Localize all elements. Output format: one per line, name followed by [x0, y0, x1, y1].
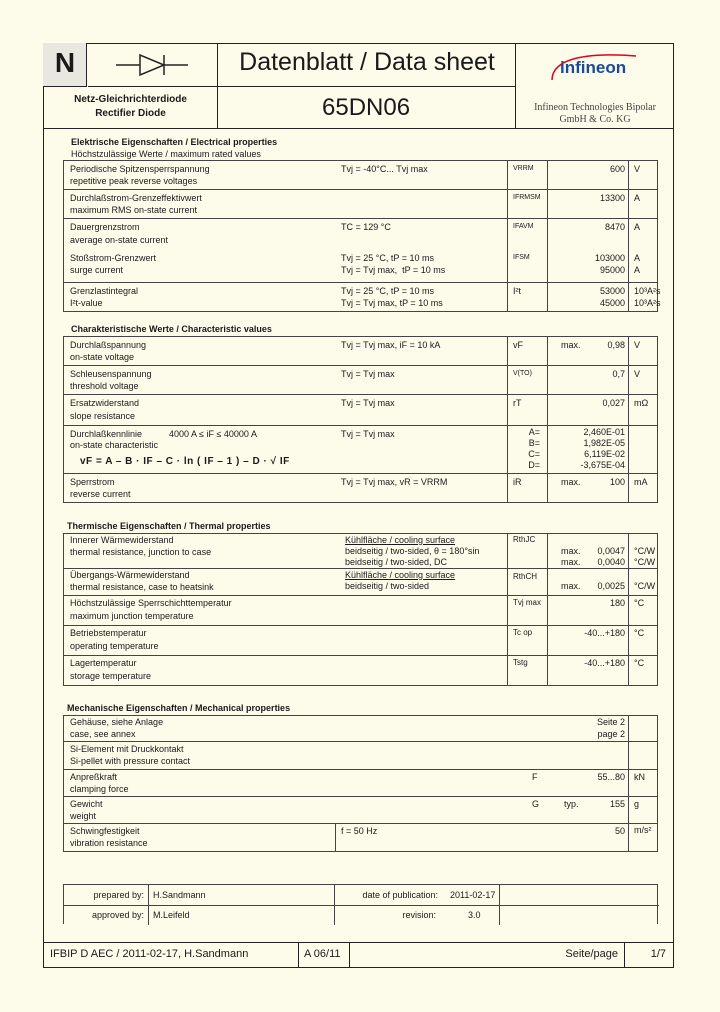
unit: V [634, 340, 641, 350]
cooling-surface-label: Kühlfläche / cooling surface [345, 535, 456, 545]
table-row [63, 568, 658, 595]
table-row [63, 473, 658, 502]
condition: beidseitig / two-sided, θ = 180°sin [345, 546, 480, 556]
value: page 2 [597, 729, 625, 739]
param-de: Innerer Wärmewiderstand [70, 535, 174, 545]
section-title-thermal: Thermische Eigenschaften / Thermal properties [67, 521, 271, 531]
value: 50 [614, 826, 625, 836]
page-number: 1/7 [650, 948, 666, 960]
unit: A [634, 265, 641, 275]
value: 13300 [599, 193, 625, 203]
col-divider [628, 160, 629, 311]
param-en: average on-state current [70, 235, 169, 245]
company-line1: Infineon Technologies Bipolar [534, 102, 656, 113]
document-code: A 06/11 [304, 948, 341, 960]
param-de: Sperrstrom [70, 477, 115, 487]
signature-row-divider [64, 905, 659, 906]
table-row [63, 796, 658, 823]
table-row [63, 715, 658, 741]
symbol: Tvj max [513, 598, 541, 607]
unit: g [634, 799, 640, 809]
unit: mΩ [634, 398, 649, 408]
col-divider [628, 533, 629, 685]
param-de: Gewicht [70, 799, 103, 809]
param-de: Periodische Spitzensperrspannung [70, 164, 210, 174]
table-row [63, 741, 658, 769]
footer-divider [349, 943, 350, 967]
characteristic-table [63, 336, 658, 503]
unit: 10³A²s [634, 298, 661, 308]
param-en: storage temperature [70, 671, 152, 681]
symbol: I²t [513, 286, 521, 296]
unit: kN [634, 772, 645, 782]
param-de: Schwingfestigkeit [70, 826, 140, 836]
param-de: Grenzlastintegral [70, 286, 139, 296]
revision-value: 3.0 [468, 910, 481, 920]
table-row [63, 160, 658, 189]
col-divider [547, 336, 548, 502]
unit: °C/W [634, 546, 656, 556]
page-title: Datenblatt / Data sheet [239, 48, 495, 76]
param-en: reverse current [70, 489, 131, 499]
document-id: IFBIP D AEC / 2011-02-17, H.Sandmann [50, 948, 249, 960]
param-de: Durchlaßstrom-Grenzeffektivwert [70, 193, 202, 203]
unit: V [634, 164, 641, 174]
table-row [63, 249, 658, 282]
param-de: Ersatzwiderstand [70, 398, 140, 408]
col-divider [507, 336, 508, 502]
unit: °C/W [634, 557, 656, 567]
param-en: threshold voltage [70, 381, 139, 391]
characteristic-formula: vF = A – B · IF – C · ln ( IF – 1 ) – D · √ IF [80, 456, 290, 467]
param-de: Lagertemperatur [70, 658, 137, 668]
table-row [63, 394, 658, 425]
coeff-value: 1,982E-05 [583, 438, 625, 448]
coeff-key: D= [528, 460, 540, 470]
company-line2: GmbH & Co. KG [559, 114, 631, 125]
condition: Tvj = 25 °C, tP = 10 ms [341, 286, 434, 296]
footer-bar [43, 942, 674, 968]
device-type-de: Netz-Gleichrichterdiode [74, 94, 187, 105]
param-en: thermal resistance, case to heatsink [70, 582, 214, 592]
condition: TC = 129 °C [341, 222, 391, 232]
symbol: VRRM [513, 165, 534, 172]
unit: °C [634, 628, 645, 638]
condition: Tvj = Tvj max, tP = 10 ms [341, 298, 443, 308]
param-en: Si-pellet with pressure contact [70, 756, 191, 766]
symbol: iR [513, 477, 522, 487]
device-type-en: Rectifier Diode [95, 108, 166, 119]
value: 0,0040 [597, 557, 625, 567]
signature-block [63, 884, 658, 924]
param-en: maximum junction temperature [70, 611, 194, 621]
param-en: operating temperature [70, 641, 159, 651]
value: 100 [609, 477, 625, 487]
diode-symbol-icon [88, 43, 218, 87]
param-de: Schleusenspannung [70, 369, 152, 379]
brand-name: infineon [560, 58, 627, 77]
table-row [63, 425, 658, 473]
current-range: 4000 A ≤ iF ≤ 40000 A [169, 429, 257, 439]
condition: Tvj = Tvj max [341, 429, 395, 439]
symbol: F [532, 772, 538, 782]
symbol: Tc op [513, 628, 533, 637]
unit: 10³A²s [634, 286, 661, 296]
table-row [63, 533, 658, 568]
param-en: maximum RMS on-state current [70, 205, 198, 215]
qualifier: max. [561, 477, 581, 487]
part-number: 65DN06 [322, 94, 411, 121]
footer-divider [298, 943, 299, 967]
value: -40...+180 [584, 658, 625, 668]
col-divider [628, 336, 629, 502]
approved-label: approved by: [91, 910, 144, 920]
approved-value: M.Leifeld [153, 910, 190, 920]
section-title-mechanical: Mechanische Eigenschaften / Mechanical properties [67, 703, 291, 713]
param-en: slope resistance [70, 411, 136, 421]
qualifier: max. [561, 340, 581, 350]
coeff-key: A= [528, 427, 540, 437]
cooling-surface-label: Kühlfläche / cooling surface [345, 570, 456, 580]
param-en: on-state characteristic [70, 440, 159, 450]
symbol: V(TO) [513, 370, 532, 377]
symbol: G [532, 799, 540, 809]
value: -40...+180 [584, 628, 625, 638]
prepared-label: prepared by: [93, 890, 144, 900]
condition: Tvj = Tvj max, tP = 10 ms [341, 265, 446, 275]
param-en: clamping force [70, 784, 129, 794]
table-row [63, 365, 658, 394]
param-de: Höchstzulässige Sperrschichttemperatur [70, 598, 232, 608]
param-de: Stoßstrom-Grenzwert [70, 253, 157, 263]
param-en: vibration resistance [70, 838, 148, 848]
page-label: Seite/page [565, 948, 618, 960]
symbol: IFAVM [513, 223, 534, 230]
section-title-electrical: Elektrische Eigenschaften / Electrical properties [71, 137, 278, 147]
param-en: repetitive peak reverse voltages [70, 176, 198, 186]
condition: Tvj = Tvj max [341, 398, 395, 408]
condition: Tvj = Tvj max [341, 369, 395, 379]
param-de: Betriebstemperatur [70, 628, 147, 638]
col-divider [335, 823, 336, 851]
value: 95000 [599, 265, 625, 275]
symbol: rT [513, 398, 522, 408]
condition: Tvj = Tvj max, vR = VRRM [341, 477, 448, 487]
unit: V [634, 369, 641, 379]
param-de: Dauergrenzstrom [70, 222, 140, 232]
value: 8470 [604, 222, 625, 232]
value: 0,0025 [597, 581, 625, 591]
param-en: I²t-value [70, 298, 103, 308]
value: 600 [609, 164, 625, 174]
unit: m/s² [634, 825, 652, 835]
col-divider [507, 533, 508, 685]
coeff-key: B= [528, 438, 540, 448]
col-divider [628, 715, 629, 851]
electrical-table [63, 160, 661, 312]
prepared-value: H.Sandmann [153, 890, 206, 900]
value: 0,98 [607, 340, 625, 350]
qualifier: max. [561, 581, 581, 591]
header-letter: N [54, 47, 76, 78]
qualifier: max. [561, 546, 581, 556]
unit: A [634, 222, 641, 232]
qualifier: max. [561, 557, 581, 567]
coeff-value: 2,460E-01 [583, 427, 625, 437]
unit: °C [634, 658, 645, 668]
param-en: on-state voltage [70, 352, 135, 362]
symbol: Tstg [513, 658, 528, 667]
coeff-key: C= [528, 449, 540, 459]
param-en: weight [70, 811, 97, 821]
revision-label: revision: [402, 910, 436, 920]
table-row [63, 189, 658, 218]
table-row [63, 625, 658, 655]
condition: f = 50 Hz [341, 826, 378, 836]
col-divider [547, 533, 548, 685]
col-divider [547, 160, 548, 311]
section-title-characteristic: Charakteristische Werte / Characteristic values [71, 324, 272, 334]
value: 0,0047 [597, 546, 625, 556]
param-de: Durchlaßkennlinie [70, 429, 143, 439]
table-row [63, 218, 658, 249]
symbol: vF [513, 340, 523, 350]
unit: A [634, 253, 641, 263]
condition: beidseitig / two-sided [345, 581, 430, 591]
value: 155 [609, 799, 625, 809]
param-de: Anpreßkraft [70, 772, 118, 782]
table-row [63, 282, 661, 311]
value: 45000 [599, 298, 625, 308]
value: Seite 2 [596, 717, 625, 727]
param-de: Gehäuse, siehe Anlage [70, 717, 164, 727]
table-row [63, 655, 658, 685]
col-divider [507, 160, 508, 311]
param-de: Durchlaßspannung [70, 340, 147, 350]
coeff-value: 6,119E-02 [584, 449, 625, 459]
table-row [63, 595, 658, 625]
symbol: IFSM [513, 254, 530, 261]
symbol: IFRMSM [513, 194, 541, 201]
mechanical-table [63, 715, 658, 852]
value: 0,027 [602, 398, 625, 408]
condition: Tvj = 25 °C, tP = 10 ms [341, 253, 434, 263]
value: 180 [609, 598, 625, 608]
condition: Tvj = Tvj max, iF = 10 kA [341, 340, 441, 350]
symbol: RthJC [513, 535, 536, 544]
param-de: Si-Element mit Druckkontakt [70, 744, 184, 754]
qualifier: typ. [564, 799, 579, 809]
symbol: RthCH [513, 572, 538, 581]
coeff-value: -3,675E-04 [580, 460, 625, 470]
unit: A [634, 193, 641, 203]
param-en: case, see annex [70, 729, 136, 739]
unit: °C/W [634, 581, 656, 591]
unit: °C [634, 598, 645, 608]
param-de: Übergangs-Wärmewiderstand [70, 570, 190, 580]
table-row [63, 823, 658, 851]
thermal-table [63, 533, 658, 686]
table-row [63, 336, 658, 365]
param-en: thermal resistance, junction to case [70, 547, 212, 557]
value: 55...80 [597, 772, 625, 782]
value: 103000 [594, 253, 625, 263]
pub-value: 2011-02-17 [450, 890, 496, 900]
table-row [63, 769, 658, 796]
condition: beidseitig / two-sided, DC [345, 557, 448, 567]
condition: Tvj = -40°C... Tvj max [341, 164, 428, 174]
param-en: surge current [70, 265, 124, 275]
pub-label: date of publication: [362, 890, 438, 900]
value: 53000 [599, 286, 625, 296]
value: 0,7 [612, 369, 625, 379]
section-subtitle-electrical: Höchstzulässige Werte / maximum rated values [71, 149, 261, 159]
unit: mA [634, 477, 648, 487]
